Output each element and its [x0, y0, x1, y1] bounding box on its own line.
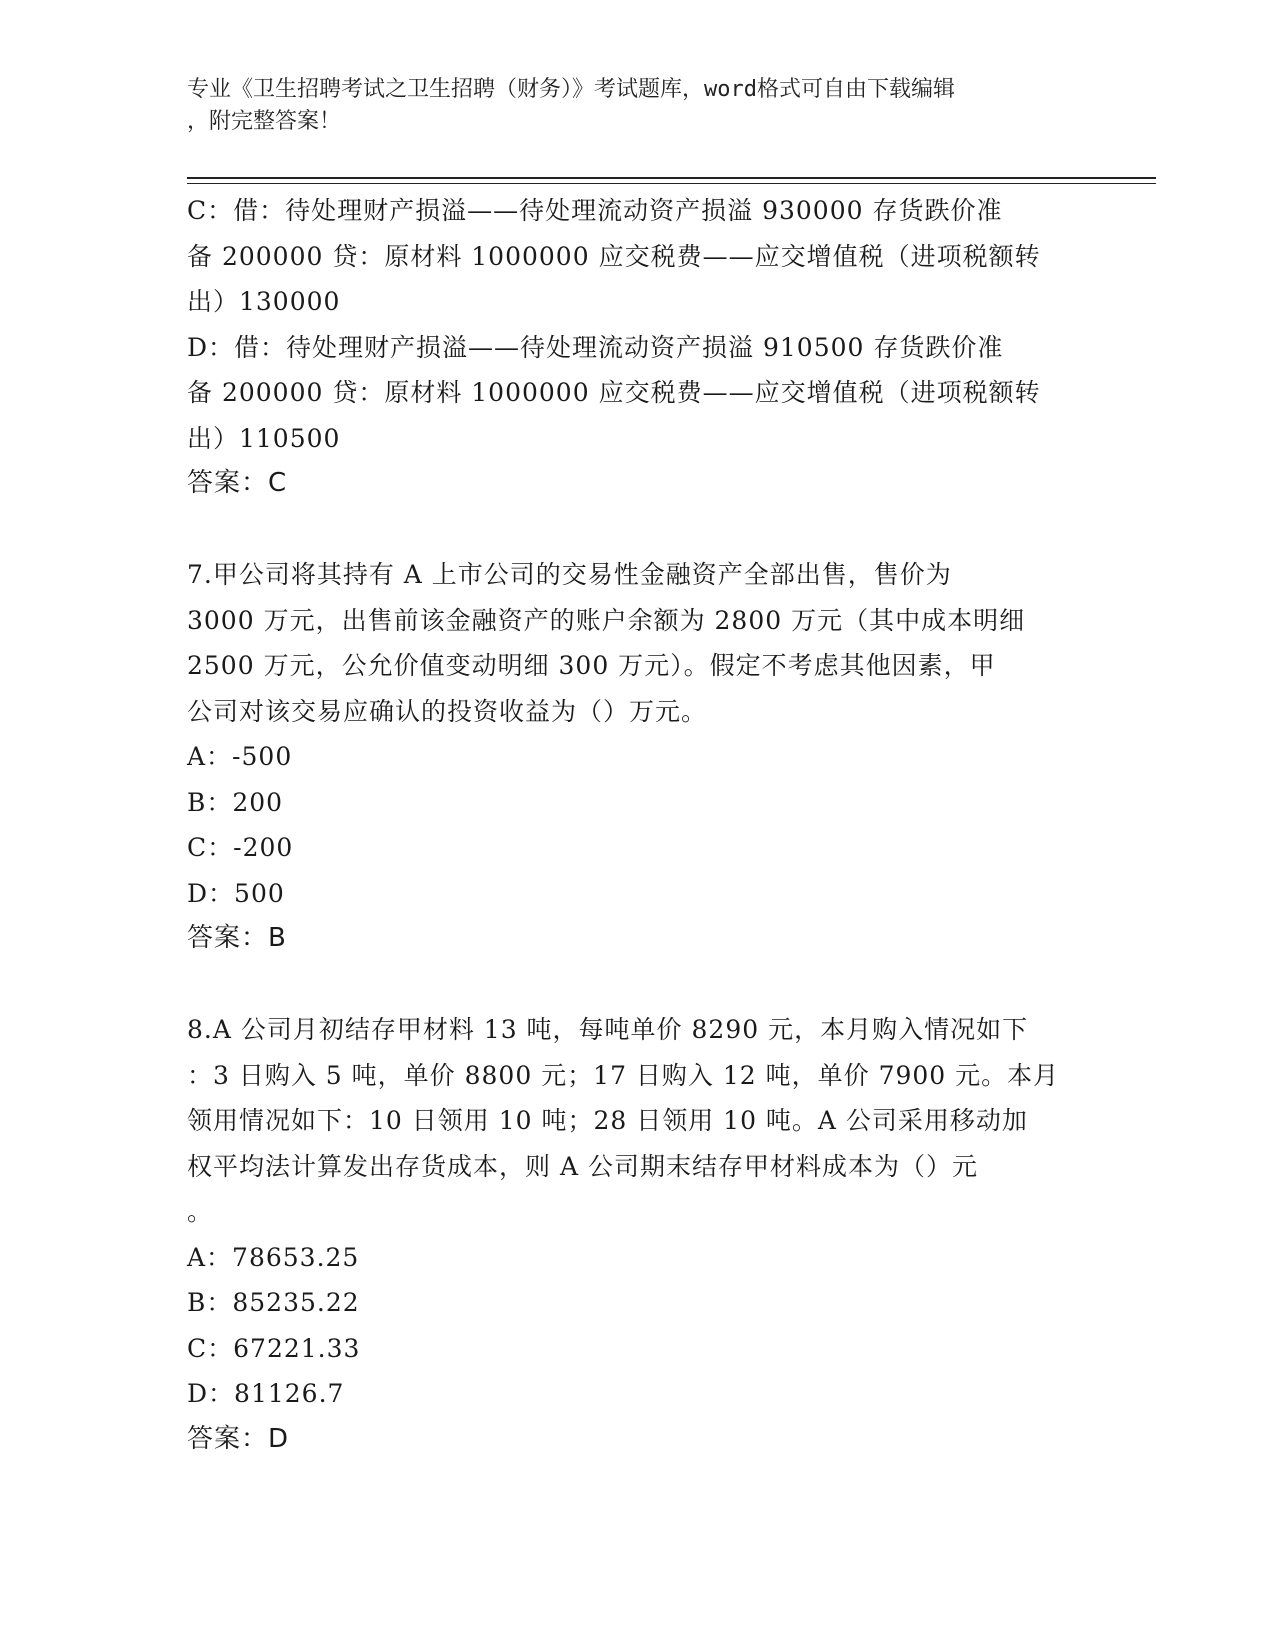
option-line: D：借：待处理财产损溢——待处理流动资产损溢 910500 存货跌价准 — [187, 332, 1004, 362]
header-divider-thin — [187, 183, 1156, 184]
spacer — [187, 507, 1087, 553]
question-7 — [187, 552, 1087, 962]
question-8 — [187, 1007, 1087, 1462]
option-line: C：借：待处理财产损溢——待处理流动资产损溢 930000 存货跌价准 — [187, 196, 1003, 225]
option-a: A：78653.25 — [187, 1242, 360, 1272]
header-line-2: ，附完整答案！ — [187, 109, 342, 134]
document-body — [187, 188, 1087, 1462]
header-line-1: 专业《卫生招聘考试之卫生招聘（财务）》考试题库，word格式可自由下载编辑 — [187, 77, 955, 102]
question-stem-line: 8.A 公司月初结存甲材料 13 吨，每吨单价 8290 元，本月购入情况如下 — [187, 1015, 1029, 1044]
option-line: 备 200000 贷：原材料 1000000 应交税费——应交增值税（进项税额转 — [187, 378, 1041, 407]
option-c: C：-200 — [187, 833, 294, 862]
option-c: C：67221.33 — [187, 1333, 361, 1363]
question-stem-line: 权平均法计算发出存货成本，则 A 公司期末结存甲材料成本为（）元 — [187, 1151, 978, 1181]
question-stem-line: 7.甲公司将其持有 A 上市公司的交易性金融资产全部出售，售价为 — [187, 560, 952, 589]
question-stem-line: 公司对该交易应确认的投资收益为（）万元。 — [187, 696, 708, 726]
option-line: 出）130000 — [187, 287, 341, 316]
option-a: A：-500 — [187, 742, 293, 771]
option-b: B：85235.22 — [187, 1288, 360, 1317]
option-line: 备 200000 贷：原材料 1000000 应交税费——应交增值税（进项税额转 — [187, 241, 1041, 271]
question-stem-line: 领用情况如下：10 日领用 10 吨；28 日领用 10 吨。A 公司采用移动加 — [187, 1106, 1028, 1135]
question-6-continued — [187, 188, 1087, 507]
option-d: D：500 — [187, 878, 285, 908]
question-stem-line: 。 — [187, 1197, 214, 1226]
option-c — [187, 188, 1087, 325]
answer: 答案：B — [187, 923, 287, 953]
option-b: B：200 — [187, 787, 284, 817]
header-divider-thick — [187, 177, 1156, 179]
answer: 答案：C — [187, 468, 288, 498]
question-stem-line: 3000 万元，出售前该金融资产的账户余额为 2800 万元（其中成本明细 — [187, 605, 1026, 635]
option-line: 出）110500 — [187, 423, 341, 453]
option-d: D：81126.7 — [187, 1379, 345, 1408]
spacer — [187, 962, 1087, 1008]
document-header — [187, 74, 1087, 138]
option-d — [187, 325, 1087, 462]
answer: 答案：D — [187, 1423, 290, 1454]
question-stem-line: ：3 日购入 5 吨，单价 8800 元；17 日购入 12 吨，单价 7900 元。本月 — [187, 1060, 1060, 1090]
question-stem-line: 2500 万元，公允价值变动明细 300 万元）。假定不考虑其他因素，甲 — [187, 651, 996, 680]
